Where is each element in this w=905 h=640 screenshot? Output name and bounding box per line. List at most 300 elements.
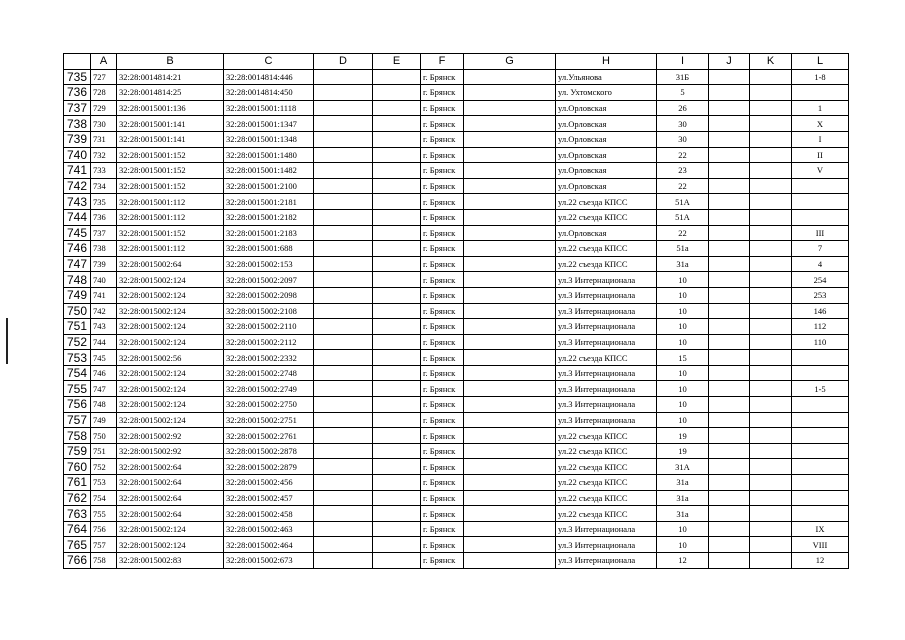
cell-j[interactable] <box>709 116 750 132</box>
cell-f[interactable]: г. Брянск <box>421 85 464 101</box>
row-number[interactable]: 763 <box>64 506 91 522</box>
cell-b[interactable]: 32:28:0015002:64 <box>117 475 224 491</box>
row-number[interactable]: 746 <box>64 241 91 257</box>
cell-i[interactable]: 10 <box>657 381 709 397</box>
cell-f[interactable]: г. Брянск <box>421 256 464 272</box>
cell-f[interactable]: г. Брянск <box>421 365 464 381</box>
cell-d[interactable] <box>314 412 373 428</box>
cell-c[interactable]: 32:28:0015002:458 <box>224 506 314 522</box>
cell-l[interactable] <box>792 506 849 522</box>
cell-f[interactable]: г. Брянск <box>421 303 464 319</box>
cell-i[interactable]: 10 <box>657 537 709 553</box>
cell-l[interactable] <box>792 490 849 506</box>
cell-g[interactable] <box>464 334 556 350</box>
column-header-b[interactable]: B <box>117 54 224 70</box>
cell-b[interactable]: 32:28:0015001:136 <box>117 100 224 116</box>
cell-b[interactable]: 32:28:0015002:83 <box>117 553 224 569</box>
cell-c[interactable]: 32:28:0015002:2098 <box>224 287 314 303</box>
cell-f[interactable]: г. Брянск <box>421 443 464 459</box>
cell-c[interactable]: 32:28:0015002:456 <box>224 475 314 491</box>
cell-d[interactable] <box>314 85 373 101</box>
cell-b[interactable]: 32:28:0015001:152 <box>117 178 224 194</box>
cell-d[interactable] <box>314 319 373 335</box>
row-number[interactable]: 750 <box>64 303 91 319</box>
cell-e[interactable] <box>373 319 421 335</box>
cell-a[interactable]: 741 <box>91 287 117 303</box>
cell-e[interactable] <box>373 443 421 459</box>
cell-k[interactable] <box>750 225 792 241</box>
column-header-f[interactable]: F <box>421 54 464 70</box>
row-number[interactable]: 760 <box>64 459 91 475</box>
cell-k[interactable] <box>750 303 792 319</box>
cell-b[interactable]: 32:28:0015001:141 <box>117 131 224 147</box>
cell-k[interactable] <box>750 163 792 179</box>
cell-k[interactable] <box>750 69 792 85</box>
cell-l[interactable]: 1-5 <box>792 381 849 397</box>
cell-e[interactable] <box>373 459 421 475</box>
cell-f[interactable]: г. Брянск <box>421 521 464 537</box>
cell-j[interactable] <box>709 85 750 101</box>
cell-a[interactable]: 743 <box>91 319 117 335</box>
cell-b[interactable]: 32:28:0015002:124 <box>117 521 224 537</box>
cell-i[interactable]: 30 <box>657 131 709 147</box>
cell-c[interactable]: 32:28:0015001:1482 <box>224 163 314 179</box>
cell-f[interactable]: г. Брянск <box>421 506 464 522</box>
cell-d[interactable] <box>314 209 373 225</box>
row-number[interactable]: 762 <box>64 490 91 506</box>
cell-d[interactable] <box>314 459 373 475</box>
cell-f[interactable]: г. Брянск <box>421 553 464 569</box>
cell-i[interactable]: 10 <box>657 412 709 428</box>
row-number[interactable]: 735 <box>64 69 91 85</box>
cell-e[interactable] <box>373 397 421 413</box>
column-header-g[interactable]: G <box>464 54 556 70</box>
cell-k[interactable] <box>750 178 792 194</box>
cell-b[interactable]: 32:28:0014814:25 <box>117 85 224 101</box>
cell-g[interactable] <box>464 319 556 335</box>
cell-k[interactable] <box>750 381 792 397</box>
cell-k[interactable] <box>750 428 792 444</box>
cell-a[interactable]: 753 <box>91 475 117 491</box>
cell-c[interactable]: 32:28:0015001:2100 <box>224 178 314 194</box>
cell-i[interactable]: 10 <box>657 319 709 335</box>
cell-d[interactable] <box>314 163 373 179</box>
cell-g[interactable] <box>464 397 556 413</box>
cell-g[interactable] <box>464 412 556 428</box>
cell-j[interactable] <box>709 521 750 537</box>
cell-g[interactable] <box>464 163 556 179</box>
cell-a[interactable]: 729 <box>91 100 117 116</box>
cell-i[interactable]: 23 <box>657 163 709 179</box>
cell-k[interactable] <box>750 116 792 132</box>
cell-b[interactable]: 32:28:0015001:152 <box>117 147 224 163</box>
cell-i[interactable]: 51а <box>657 241 709 257</box>
cell-d[interactable] <box>314 287 373 303</box>
cell-e[interactable] <box>373 287 421 303</box>
row-number[interactable]: 749 <box>64 287 91 303</box>
cell-b[interactable]: 32:28:0015002:124 <box>117 365 224 381</box>
cell-a[interactable]: 756 <box>91 521 117 537</box>
cell-e[interactable] <box>373 553 421 569</box>
cell-k[interactable] <box>750 350 792 366</box>
cell-l[interactable] <box>792 412 849 428</box>
cell-c[interactable]: 32:28:0015002:2748 <box>224 365 314 381</box>
cell-i[interactable]: 31а <box>657 475 709 491</box>
cell-c[interactable]: 32:28:0014814:450 <box>224 85 314 101</box>
cell-l[interactable]: 146 <box>792 303 849 319</box>
row-number[interactable]: 755 <box>64 381 91 397</box>
cell-g[interactable] <box>464 287 556 303</box>
cell-k[interactable] <box>750 85 792 101</box>
cell-g[interactable] <box>464 506 556 522</box>
cell-g[interactable] <box>464 69 556 85</box>
cell-i[interactable]: 10 <box>657 303 709 319</box>
cell-i[interactable]: 51А <box>657 194 709 210</box>
cell-h[interactable]: ул.22 съезда КПСС <box>556 209 657 225</box>
cell-g[interactable] <box>464 272 556 288</box>
cell-d[interactable] <box>314 506 373 522</box>
cell-a[interactable]: 750 <box>91 428 117 444</box>
cell-f[interactable]: г. Брянск <box>421 537 464 553</box>
cell-l[interactable] <box>792 428 849 444</box>
cell-l[interactable]: X <box>792 116 849 132</box>
cell-d[interactable] <box>314 381 373 397</box>
cell-l[interactable]: 7 <box>792 241 849 257</box>
cell-g[interactable] <box>464 178 556 194</box>
cell-l[interactable]: IX <box>792 521 849 537</box>
cell-d[interactable] <box>314 334 373 350</box>
cell-g[interactable] <box>464 365 556 381</box>
column-header-row-number[interactable] <box>64 54 91 70</box>
cell-a[interactable]: 746 <box>91 365 117 381</box>
cell-g[interactable] <box>464 475 556 491</box>
cell-a[interactable]: 740 <box>91 272 117 288</box>
cell-c[interactable]: 32:28:0015002:2751 <box>224 412 314 428</box>
cell-f[interactable]: г. Брянск <box>421 178 464 194</box>
cell-l[interactable]: 253 <box>792 287 849 303</box>
cell-d[interactable] <box>314 428 373 444</box>
cell-i[interactable]: 30 <box>657 116 709 132</box>
cell-i[interactable]: 10 <box>657 521 709 537</box>
cell-b[interactable]: 32:28:0015002:124 <box>117 303 224 319</box>
cell-d[interactable] <box>314 225 373 241</box>
cell-f[interactable]: г. Брянск <box>421 69 464 85</box>
cell-h[interactable]: ул.3 Интернационала <box>556 365 657 381</box>
cell-g[interactable] <box>464 521 556 537</box>
cell-k[interactable] <box>750 147 792 163</box>
cell-j[interactable] <box>709 272 750 288</box>
cell-l[interactable]: I <box>792 131 849 147</box>
cell-d[interactable] <box>314 116 373 132</box>
cell-h[interactable]: ул. Ухтомского <box>556 85 657 101</box>
cell-i[interactable]: 22 <box>657 225 709 241</box>
cell-k[interactable] <box>750 490 792 506</box>
cell-g[interactable] <box>464 100 556 116</box>
cell-k[interactable] <box>750 319 792 335</box>
cell-i[interactable]: 22 <box>657 178 709 194</box>
cell-h[interactable]: ул.22 съезда КПСС <box>556 490 657 506</box>
cell-e[interactable] <box>373 272 421 288</box>
cell-h[interactable]: ул.22 съезда КПСС <box>556 194 657 210</box>
cell-j[interactable] <box>709 365 750 381</box>
cell-j[interactable] <box>709 397 750 413</box>
cell-i[interactable]: 19 <box>657 443 709 459</box>
cell-l[interactable]: 254 <box>792 272 849 288</box>
cell-a[interactable]: 733 <box>91 163 117 179</box>
cell-g[interactable] <box>464 303 556 319</box>
cell-k[interactable] <box>750 475 792 491</box>
cell-a[interactable]: 738 <box>91 241 117 257</box>
cell-k[interactable] <box>750 365 792 381</box>
cell-l[interactable] <box>792 459 849 475</box>
cell-h[interactable]: ул.Орловская <box>556 131 657 147</box>
cell-c[interactable]: 32:28:0015001:1348 <box>224 131 314 147</box>
cell-h[interactable]: ул.3 Интернационала <box>556 553 657 569</box>
cell-f[interactable]: г. Брянск <box>421 475 464 491</box>
cell-h[interactable]: ул.3 Интернационала <box>556 287 657 303</box>
cell-a[interactable]: 742 <box>91 303 117 319</box>
row-number[interactable]: 764 <box>64 521 91 537</box>
cell-c[interactable]: 32:28:0015002:2110 <box>224 319 314 335</box>
cell-l[interactable] <box>792 365 849 381</box>
cell-l[interactable] <box>792 397 849 413</box>
row-number[interactable]: 752 <box>64 334 91 350</box>
cell-a[interactable]: 739 <box>91 256 117 272</box>
cell-i[interactable]: 31а <box>657 490 709 506</box>
row-number[interactable]: 739 <box>64 131 91 147</box>
cell-g[interactable] <box>464 147 556 163</box>
cell-k[interactable] <box>750 334 792 350</box>
cell-l[interactable]: 1-8 <box>792 69 849 85</box>
cell-e[interactable] <box>373 365 421 381</box>
cell-a[interactable]: 731 <box>91 131 117 147</box>
cell-c[interactable]: 32:28:0015002:2332 <box>224 350 314 366</box>
cell-i[interactable]: 31Б <box>657 69 709 85</box>
cell-a[interactable]: 735 <box>91 194 117 210</box>
cell-b[interactable]: 32:28:0015001:152 <box>117 225 224 241</box>
cell-l[interactable]: 12 <box>792 553 849 569</box>
cell-e[interactable] <box>373 334 421 350</box>
cell-g[interactable] <box>464 131 556 147</box>
cell-e[interactable] <box>373 490 421 506</box>
cell-e[interactable] <box>373 381 421 397</box>
cell-j[interactable] <box>709 381 750 397</box>
cell-g[interactable] <box>464 553 556 569</box>
cell-b[interactable]: 32:28:0015002:124 <box>117 537 224 553</box>
cell-h[interactable]: ул.3 Интернационала <box>556 521 657 537</box>
cell-i[interactable]: 26 <box>657 100 709 116</box>
cell-f[interactable]: г. Брянск <box>421 131 464 147</box>
cell-j[interactable] <box>709 553 750 569</box>
cell-b[interactable]: 32:28:0015002:124 <box>117 334 224 350</box>
cell-d[interactable] <box>314 100 373 116</box>
cell-b[interactable]: 32:28:0015002:124 <box>117 412 224 428</box>
cell-k[interactable] <box>750 443 792 459</box>
row-number[interactable]: 745 <box>64 225 91 241</box>
cell-l[interactable]: VIII <box>792 537 849 553</box>
cell-k[interactable] <box>750 521 792 537</box>
cell-d[interactable] <box>314 475 373 491</box>
cell-l[interactable]: 1 <box>792 100 849 116</box>
cell-g[interactable] <box>464 428 556 444</box>
cell-e[interactable] <box>373 100 421 116</box>
cell-d[interactable] <box>314 537 373 553</box>
row-number[interactable]: 754 <box>64 365 91 381</box>
cell-j[interactable] <box>709 194 750 210</box>
cell-l[interactable] <box>792 443 849 459</box>
cell-e[interactable] <box>373 303 421 319</box>
cell-h[interactable]: ул.22 съезда КПСС <box>556 443 657 459</box>
cell-f[interactable]: г. Брянск <box>421 428 464 444</box>
cell-j[interactable] <box>709 334 750 350</box>
cell-f[interactable]: г. Брянск <box>421 225 464 241</box>
cell-k[interactable] <box>750 241 792 257</box>
cell-l[interactable] <box>792 475 849 491</box>
cell-k[interactable] <box>750 256 792 272</box>
cell-j[interactable] <box>709 428 750 444</box>
cell-f[interactable]: г. Брянск <box>421 194 464 210</box>
cell-e[interactable] <box>373 428 421 444</box>
cell-b[interactable]: 32:28:0015002:64 <box>117 506 224 522</box>
cell-b[interactable]: 32:28:0015002:64 <box>117 256 224 272</box>
cell-d[interactable] <box>314 147 373 163</box>
row-number[interactable]: 759 <box>64 443 91 459</box>
cell-c[interactable]: 32:28:0015002:463 <box>224 521 314 537</box>
cell-e[interactable] <box>373 412 421 428</box>
cell-f[interactable]: г. Брянск <box>421 381 464 397</box>
cell-k[interactable] <box>750 397 792 413</box>
cell-h[interactable]: ул.3 Интернационала <box>556 334 657 350</box>
cell-f[interactable]: г. Брянск <box>421 116 464 132</box>
cell-d[interactable] <box>314 194 373 210</box>
cell-d[interactable] <box>314 553 373 569</box>
column-header-d[interactable]: D <box>314 54 373 70</box>
cell-f[interactable]: г. Брянск <box>421 272 464 288</box>
cell-d[interactable] <box>314 241 373 257</box>
cell-e[interactable] <box>373 131 421 147</box>
cell-j[interactable] <box>709 100 750 116</box>
cell-j[interactable] <box>709 147 750 163</box>
cell-k[interactable] <box>750 459 792 475</box>
cell-j[interactable] <box>709 412 750 428</box>
column-header-a[interactable]: A <box>91 54 117 70</box>
cell-h[interactable]: ул.Орловская <box>556 225 657 241</box>
cell-c[interactable]: 32:28:0015001:1347 <box>224 116 314 132</box>
cell-g[interactable] <box>464 381 556 397</box>
cell-b[interactable]: 32:28:0015002:124 <box>117 287 224 303</box>
cell-l[interactable]: 110 <box>792 334 849 350</box>
cell-f[interactable]: г. Брянск <box>421 350 464 366</box>
cell-i[interactable]: 10 <box>657 397 709 413</box>
cell-h[interactable]: ул.Орловская <box>556 100 657 116</box>
cell-c[interactable]: 32:28:0015001:2181 <box>224 194 314 210</box>
cell-e[interactable] <box>373 69 421 85</box>
cell-h[interactable]: ул.Ульянова <box>556 69 657 85</box>
cell-d[interactable] <box>314 521 373 537</box>
cell-f[interactable]: г. Брянск <box>421 147 464 163</box>
cell-j[interactable] <box>709 319 750 335</box>
cell-a[interactable]: 752 <box>91 459 117 475</box>
cell-j[interactable] <box>709 537 750 553</box>
cell-j[interactable] <box>709 69 750 85</box>
cell-f[interactable]: г. Брянск <box>421 397 464 413</box>
cell-j[interactable] <box>709 241 750 257</box>
cell-f[interactable]: г. Брянск <box>421 100 464 116</box>
cell-i[interactable]: 12 <box>657 553 709 569</box>
cell-g[interactable] <box>464 209 556 225</box>
cell-k[interactable] <box>750 287 792 303</box>
cell-f[interactable]: г. Брянск <box>421 490 464 506</box>
row-number[interactable]: 748 <box>64 272 91 288</box>
cell-a[interactable]: 727 <box>91 69 117 85</box>
cell-c[interactable]: 32:28:0015002:2108 <box>224 303 314 319</box>
cell-h[interactable]: ул.3 Интернационала <box>556 397 657 413</box>
cell-e[interactable] <box>373 256 421 272</box>
column-header-l[interactable]: L <box>792 54 849 70</box>
cell-i[interactable]: 19 <box>657 428 709 444</box>
cell-l[interactable]: 112 <box>792 319 849 335</box>
cell-a[interactable]: 728 <box>91 85 117 101</box>
cell-i[interactable]: 10 <box>657 287 709 303</box>
cell-a[interactable]: 736 <box>91 209 117 225</box>
cell-b[interactable]: 32:28:0015001:141 <box>117 116 224 132</box>
cell-c[interactable]: 32:28:0015001:2182 <box>224 209 314 225</box>
cell-j[interactable] <box>709 490 750 506</box>
cell-c[interactable]: 32:28:0015002:153 <box>224 256 314 272</box>
cell-i[interactable]: 31а <box>657 256 709 272</box>
cell-b[interactable]: 32:28:0015002:92 <box>117 428 224 444</box>
cell-d[interactable] <box>314 443 373 459</box>
cell-l[interactable]: III <box>792 225 849 241</box>
cell-k[interactable] <box>750 194 792 210</box>
cell-f[interactable]: г. Брянск <box>421 319 464 335</box>
cell-i[interactable]: 10 <box>657 365 709 381</box>
cell-i[interactable]: 10 <box>657 272 709 288</box>
cell-d[interactable] <box>314 69 373 85</box>
cell-j[interactable] <box>709 475 750 491</box>
cell-j[interactable] <box>709 506 750 522</box>
cell-a[interactable]: 737 <box>91 225 117 241</box>
cell-h[interactable]: ул.22 съезда КПСС <box>556 475 657 491</box>
cell-c[interactable]: 32:28:0015002:673 <box>224 553 314 569</box>
cell-h[interactable]: ул.22 съезда КПСС <box>556 506 657 522</box>
cell-h[interactable]: ул.3 Интернационала <box>556 381 657 397</box>
cell-j[interactable] <box>709 209 750 225</box>
column-header-h[interactable]: H <box>556 54 657 70</box>
cell-g[interactable] <box>464 116 556 132</box>
cell-h[interactable]: ул.Орловская <box>556 147 657 163</box>
cell-c[interactable]: 32:28:0015002:464 <box>224 537 314 553</box>
cell-e[interactable] <box>373 116 421 132</box>
cell-j[interactable] <box>709 303 750 319</box>
cell-i[interactable]: 15 <box>657 350 709 366</box>
cell-l[interactable] <box>792 178 849 194</box>
cell-a[interactable]: 748 <box>91 397 117 413</box>
cell-f[interactable]: г. Брянск <box>421 287 464 303</box>
cell-d[interactable] <box>314 397 373 413</box>
cell-g[interactable] <box>464 85 556 101</box>
cell-k[interactable] <box>750 553 792 569</box>
cell-j[interactable] <box>709 459 750 475</box>
cell-g[interactable] <box>464 241 556 257</box>
cell-b[interactable]: 32:28:0015001:112 <box>117 209 224 225</box>
cell-e[interactable] <box>373 521 421 537</box>
cell-k[interactable] <box>750 100 792 116</box>
cell-g[interactable] <box>464 459 556 475</box>
cell-i[interactable]: 31а <box>657 506 709 522</box>
cell-j[interactable] <box>709 443 750 459</box>
cell-j[interactable] <box>709 163 750 179</box>
